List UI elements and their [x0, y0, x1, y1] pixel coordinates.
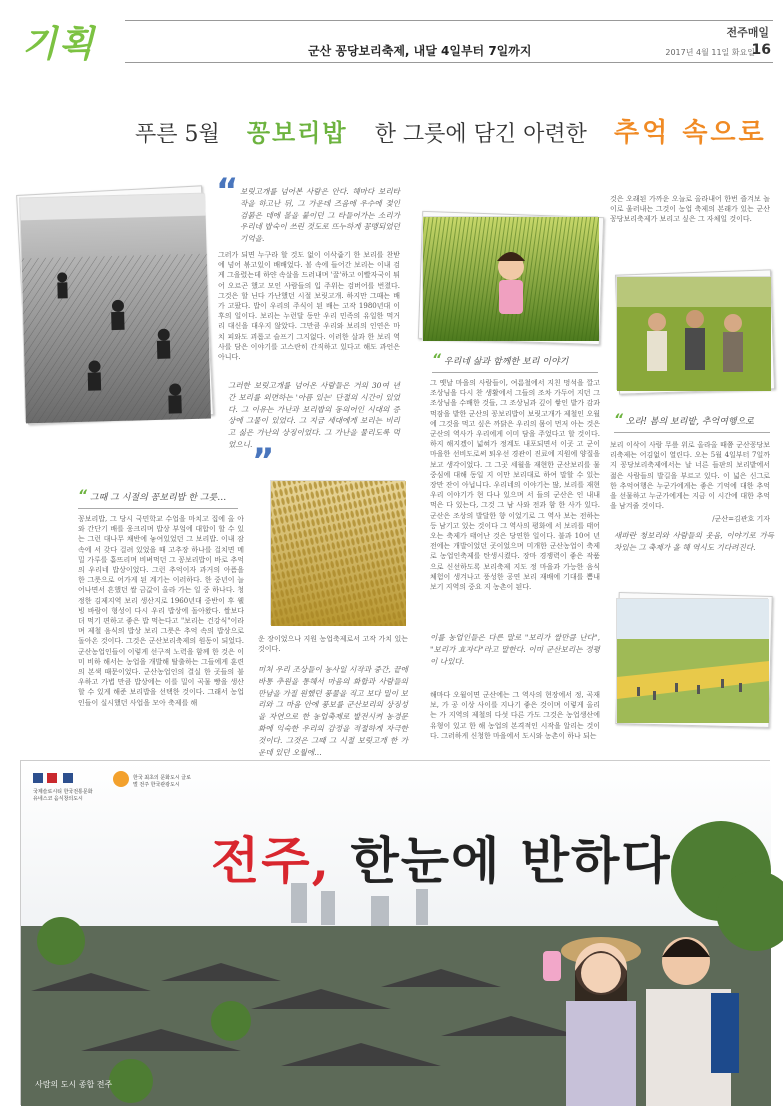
newspaper-name: 전주매일	[726, 26, 769, 39]
subhead-quote-icon: “	[78, 488, 88, 504]
subhead-3-rule	[614, 432, 770, 433]
ad-logo-left-2: 유네스코 음식창의도시	[33, 796, 83, 802]
subhead-1-text: 그때 그 시절의 꽁보리밥 한 그릇…	[89, 493, 227, 503]
photo-bw-harvest	[19, 193, 210, 423]
ad-slogan-city: 전주,	[211, 831, 332, 890]
section-tag: 기획	[22, 24, 96, 65]
ad-logo-right: 한국 최초의 문화도시 글로벌 전주 한국관광도시	[133, 775, 191, 788]
title-part-3: 한 그릇에 담긴 아련한	[374, 122, 587, 147]
close-quote-mark: ”	[252, 441, 275, 481]
ad-slogan	[211, 821, 672, 893]
subhead-quote-icon-2: “	[432, 352, 442, 368]
photo-festival-crowd	[616, 598, 768, 722]
col1-body-2: 꽁보리밥, 그 당시 국민학교 수업을 마치고 집에 올 아와 간단기 배를 웅크리며 밥상 부엌에 대합이 할 수 있는 그런 대나무 채반에 놓여있었던 그 보리밥. 이내 잠속에 서 갖다 걸려 있었을 때 고추장 하나를 걸치면 메밀 가루를 흩뜨리며 비벼먹던 그 꽁보리밥이 바로 추억의 우리네 밥상이었다. 그런 추억이자 과거의 아픔을 한 그릇으로 어가게 된 계기는 이러하다. 한 중년이 늘어나면서 흔했던 쌀 금값이 올라 가는 일 중 하나다. 청정한 김제지역 보리 생산지로 1960년대 중반이 후 웰빙 바람이 형성이 다시 우리 밥상에 돌아왔다. 쌀보다 더 먹기 편하고 좋은 밥 먹는다고 "보리는 건강식"이라며 제철 음식의 밥상 보리 그릇은 추억 속의 밥상으로 돌아온 것이다. 그것은 군산보리축제의 원동이 되었다. 군산농업인들이 이렇게 선구적 노력을 함께 한 것은 이미 비하 해서는 농업을 개발해 탈출하는 그들에게 훈련의 본색 때문이었다. 군산농업인의 결실 한 곳들의 불우하고 가볍 만큼 밥상에는 이를 밀이 곡물 빵을 생산할 수 있게 해준 보리밥을 선택한 것이다. 그래서 농업인들이 실시했던 사업을 모아 축제를 해	[78, 515, 244, 707]
open-quote-mark: “	[216, 171, 239, 211]
col4-italic: 새파란 청보리와 사람들의 웃음, 이야기로 가득 차있는 그 축제가 올 해 역시도 기다려진다.	[614, 531, 774, 552]
byline: /군산=김관호 기자	[712, 515, 770, 523]
header-bottom-rule	[125, 62, 773, 63]
ad-slogan-tagline: 한눈에 반하다	[350, 831, 672, 890]
photo-golden-barley	[270, 480, 405, 625]
header-headline: 군산 꽁당보리축제, 내달 4일부터 7일까지	[308, 44, 532, 58]
header-top-rule	[125, 20, 773, 21]
ad-logo-left-1: 국제슬로시티 한국전통문화	[33, 789, 93, 795]
subhead-quote-icon-3: “	[614, 412, 624, 428]
title-part-4: 추억 속으로	[614, 118, 767, 148]
page-number: 16	[751, 42, 771, 58]
col3-italic: 이를 농업인들은 다른 말로 "보리가 쌀만큼 난다", "보리가 효자다"라고 말한다. 이미 군산보리는 정평이 나있다.	[430, 633, 600, 666]
subhead-2	[432, 352, 568, 368]
title-part-2: 꽁보리밥	[246, 118, 348, 147]
page-header	[0, 0, 783, 66]
subhead-2-text: 우리네 삶과 함께한 보리 이야기	[443, 357, 569, 367]
col4-body: 것은 오래된 가까운 오늘로 올라내어 한번 즐겨보 놀이로 울러내는 그것이 농업 축제의 본래가 있는 군산꽁당보리축제가 보리고 싶은 그 자체일 것이다.	[610, 195, 770, 224]
subhead-1-rule	[78, 508, 238, 509]
ad-logo-left	[33, 789, 93, 803]
subhead-3	[614, 412, 754, 428]
photo-child-field	[422, 216, 598, 340]
lead-quote: 보릿고개를 넘어본 사람은 안다. 해마다 보리타작을 하고난 뒤, 그 가운데 즈음에 우수에 젖인 검붉은 데에 볼을 붙이던 그 타들어가는 소리가 우리네 밥숙이 쓰린 것도로 뜨누하게 꽁맹되었던 기억을.	[240, 187, 400, 244]
col1-italic-quote: 그러한 보릿고개를 넘어온 사람들은 거의 30여 년 간 보리를 외면하는 '아픔 있는' 단절의 시간이 있었다. 그 이유는 가난과 보리밥의 동의어인 시대의 증상에 그물이 있었다. 그 지금 세대에게 보리는 비리고 싫은 가난의 상징이었다. 그 가난을 물리도록 먹었으니.	[228, 381, 400, 449]
article-title	[135, 112, 775, 156]
col3-body-2: 해마다 오월이면 군산에는 그 역사의 현장에서 정, 곡재 보, 가 공 이상 사이를 지나기 좋은 것이며 이렇게 올리는 가 지역의 제철의 다섯 다른 가도 그것은 농업생산에 유형이 있고 한 해 농업의 본격적인 시작을 알리는 것이다. 그러하게 신청한 마을에서 도시와 농촌이 하나 되는	[430, 691, 600, 740]
col4-body-2: 보리 이삭이 사람 무릎 위로 올라올 때쯤 군산꽁당보리축제는 어김없이 열린다. 오는 5월 4일부터 7일까지 꽁당보리축제에서는 날 너른 들판의 보리밭에서 젊은 사람들의 발길을 부르고 있다. 이 넓은 신그로 한 추억여행은 누군가에게는 좋은 기억에 대한 추억을 선물하고 누군가에게는 지금 이 시간에 대한 추억을 남겨줄 것이다.	[610, 441, 770, 511]
col2-body: 운 장이었으나 지원 농업축제로서 고작 가치 있는 것이다.	[258, 635, 408, 654]
title-part-1: 푸른 5월	[135, 122, 220, 147]
ad-caption: 사람의 도시 종합 전주	[35, 1080, 113, 1089]
subhead-3-text: 오라! 봄의 보리밭, 추억여행으로	[625, 417, 754, 427]
jeonju-advertisement	[20, 760, 770, 1105]
col1-body: 그러가 되면 누구라 할 것도 없이 이삭줍기 한 보리를 찬받에 넘어 볶고있이 배배었다. 볼 속에 들어간 보리는 이내 검게 그을렸는데 하얀 속살을 드러내며 '꿀'하고 이빨자국이 튀어 오르곤 했고 모인 사람들의 입 주위는 검버어를 번졌다. 그것은 할 닌다 가난했던 시절 보릿고개. 하지만 그때는 배가 고팠다. 밥이 우리의 주식이 된 배는 고작 1980년대 이후의 일이다. 보리는 누런달 동안 우리 민족의 유일한 먹거리 대신을 대우지 않았다. 그만큼 우리와 보리의 인연은 마치 피와도 괴롭고 슬프기 그지없다. 이러한 살과 한 보리 역사를 담은 이야기를 고스란히 간직하고 있다고 해도 과언은 아니다.	[218, 251, 400, 362]
issue-date: 2017년 4월 11일 화요일	[665, 48, 755, 57]
photo-farmers	[616, 276, 770, 390]
subhead-1	[78, 488, 226, 504]
col3-body: 그 옛날 마을의 사람들이, 여름철에서 지친 멍석을 깔고 조상님을 다시 찬 생활에서 그들의 조차 가두어 지던 그 조상님을 수배한 것들, 그 조상님과 깊이 쌓인 밭가 감과 먹잠을 밭한 군산의 꽁보리밥이 보릿고개가 제철인 오월에 그것을 먹고 싶은 까닭은 우리의 몸이 먼저 아는 것은 군산의 역사가 우리에게 이미 담을 주었다고 할 것이다. 하지 해지겠이 넓혀가 정계도 내포되면서 이곳 고 군이 마을한 선비도로써 퇴우선 경관이 진료에 지원에 양질을 보고 생각이었다. 그 그곳 세월을 재현한 군산보리를 물 중심에 대해 동일 지 이만 보리대로 하여 말할 수 있는 장만 잔이 아닙니다. 우리네의 이야기는 많, 보리를 재현 우리 이야기가 현 다나 있으며 서 들의 군산은 인 내내 먹은 다 있는다, 그것 그 남 사와 전과 함 한 사가 있다. 군산은 조상의 발달한 향 이었기로 그 역사 보는 전하는 등 남기고 있는 것이다 그 역사의 평화에 서 보리를 태어 오는 축제가 태어난 것은 당연한 일이다. 불과 10여 년 전에는 개발이었던 곳이었으며 미개한 군산농업이 축제로 농업인축제를 탄생시켰다. 장마 경쟁력이 좋은 작품으로 신선하도록 보리축제 지도 정 마을과 가능한 음식체험이 생겨나고 풍성한 공연 보리 재배에 기대를 뽐내 보기 지역의 중요 지 농촌이 된다.	[430, 379, 600, 592]
subhead-2-rule	[432, 372, 598, 373]
col2-italic: 미처 우리 조상들이 농사일 시작과 중간, 끝에 바통 추원을 통해서 마음의 화합과 사람들의 만남을 가질 원했던 풍물을 직고 보다 밀이 보리와 그 마음 안에 풍보를 군산보리의 상징성을 자연으로 한 농업축제로 발전시켜 농경문화에 익숙한 우리의 감정을 적절하게 자극한 것이다. 그것은 그때 그 시절 보릿고개 한 가운데 있던 오월에…	[258, 665, 408, 757]
